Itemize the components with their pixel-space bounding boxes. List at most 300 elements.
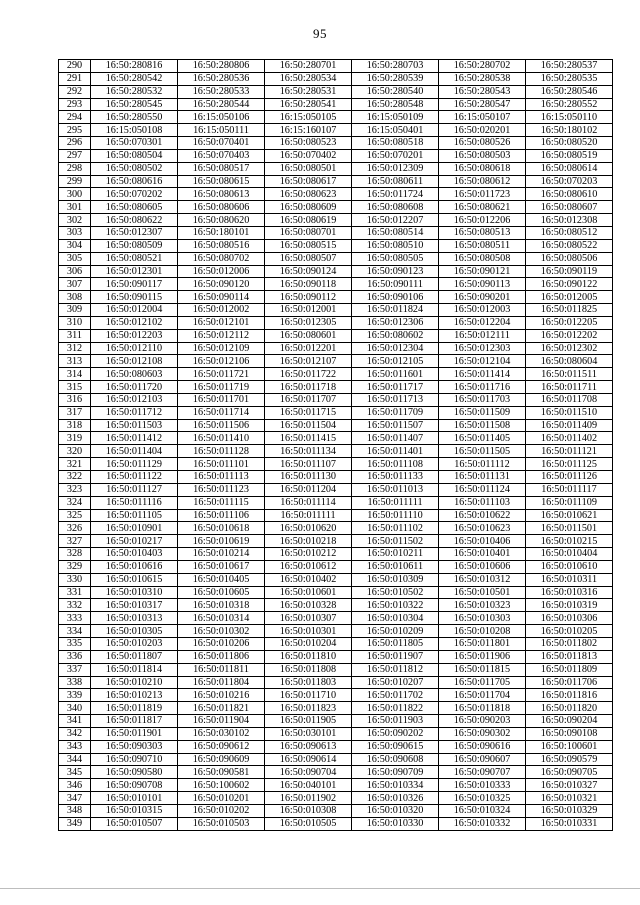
cadastral-number-cell: 16:50:070402 (265, 149, 352, 162)
cadastral-number-cell: 16:50:080601 (265, 329, 352, 342)
cadastral-number-cell: 16:50:080622 (91, 214, 178, 227)
table-row (59, 214, 613, 227)
cadastral-number-cell: 16:50:280535 (526, 72, 613, 85)
table-row (59, 85, 613, 98)
cadastral-number-cell: 16:50:011814 (91, 663, 178, 676)
cadastral-number-cell: 16:50:010201 (178, 792, 265, 805)
row-number-cell: 314 (59, 368, 91, 381)
table-row (59, 766, 613, 779)
cadastral-number-cell: 16:50:090117 (91, 278, 178, 291)
cadastral-number-cell: 16:50:090124 (265, 265, 352, 278)
cadastral-number-cell: 16:50:010405 (178, 573, 265, 586)
cadastral-number-cell: 16:50:080505 (352, 252, 439, 265)
cadastral-number-cell: 16:50:080620 (178, 214, 265, 227)
cadastral-number-cell: 16:50:011103 (439, 496, 526, 509)
row-number-cell: 295 (59, 124, 91, 137)
cadastral-number-cell: 16:50:080611 (352, 175, 439, 188)
cadastral-number-cell: 16:50:180102 (526, 124, 613, 137)
cadastral-number-cell: 16:50:011501 (526, 522, 613, 535)
cadastral-number-cell: 16:50:010623 (439, 522, 526, 535)
cadastral-number-cell: 16:50:010321 (526, 792, 613, 805)
cadastral-number-cell: 16:50:180101 (178, 226, 265, 239)
row-number-cell: 337 (59, 663, 91, 676)
table-row (59, 278, 613, 291)
cadastral-number-cell: 16:50:011504 (265, 419, 352, 432)
row-number-cell: 292 (59, 85, 91, 98)
table-row (59, 124, 613, 137)
row-number-cell: 297 (59, 149, 91, 162)
cadastral-number-cell: 16:50:010318 (178, 599, 265, 612)
cadastral-number-cell: 16:50:070203 (526, 175, 613, 188)
cadastral-number-cell: 16:50:080502 (91, 162, 178, 175)
cadastral-number-cell: 16:50:010332 (439, 817, 526, 830)
row-number-cell: 296 (59, 137, 91, 150)
cadastral-number-cell: 16:50:012307 (91, 226, 178, 239)
cadastral-number-cell: 16:50:280703 (352, 60, 439, 73)
cadastral-number-cell: 16:50:012006 (178, 265, 265, 278)
cadastral-number-cell: 16:50:080602 (352, 329, 439, 342)
cadastral-number-cell: 16:50:010319 (526, 599, 613, 612)
cadastral-number-cell: 16:50:280702 (439, 60, 526, 73)
cadastral-number-cell: 16:50:012106 (178, 355, 265, 368)
cadastral-number-cell: 16:50:010505 (265, 817, 352, 830)
cadastral-number-cell: 16:50:011703 (439, 393, 526, 406)
table-row (59, 548, 613, 561)
cadastral-number-cell: 16:50:011802 (526, 637, 613, 650)
cadastral-number-cell: 16:50:011111 (352, 496, 439, 509)
cadastral-number-cell: 16:50:012305 (265, 316, 352, 329)
row-number-cell: 331 (59, 586, 91, 599)
cadastral-number-cell: 16:50:010307 (265, 612, 352, 625)
cadastral-number-cell: 16:50:090204 (526, 715, 613, 728)
cadastral-number-cell: 16:50:011903 (352, 715, 439, 728)
table-row (59, 740, 613, 753)
cadastral-number-cell: 16:50:010406 (439, 535, 526, 548)
cadastral-number-cell: 16:50:080702 (178, 252, 265, 265)
cadastral-number-cell: 16:50:011127 (91, 483, 178, 496)
cadastral-number-cell: 16:50:010214 (178, 548, 265, 561)
cadastral-number-cell: 16:50:010402 (265, 573, 352, 586)
cadastral-number-cell: 16:50:011811 (178, 663, 265, 676)
cadastral-number-cell: 16:50:010317 (91, 599, 178, 612)
table-row (59, 201, 613, 214)
cadastral-number-cell: 16:50:280542 (91, 72, 178, 85)
row-number-cell: 298 (59, 162, 91, 175)
cadastral-number-cell: 16:50:012207 (352, 214, 439, 227)
row-number-cell: 301 (59, 201, 91, 214)
cadastral-number-cell: 16:50:070403 (178, 149, 265, 162)
table-row (59, 792, 613, 805)
cadastral-number-cell: 16:50:011721 (178, 368, 265, 381)
row-number-cell: 348 (59, 804, 91, 817)
cadastral-number-cell: 16:50:010203 (91, 637, 178, 650)
table-row (59, 355, 613, 368)
table-row (59, 381, 613, 394)
cadastral-number-cell: 16:50:080615 (178, 175, 265, 188)
row-number-cell: 349 (59, 817, 91, 830)
row-number-cell: 311 (59, 329, 91, 342)
cadastral-number-cell: 16:50:011805 (352, 637, 439, 650)
cadastral-number-cell: 16:50:010101 (91, 792, 178, 805)
table-row (59, 727, 613, 740)
cadastral-number-cell: 16:50:280536 (178, 72, 265, 85)
table-body (59, 60, 613, 831)
cadastral-number-cell: 16:50:280543 (439, 85, 526, 98)
cadastral-number-cell: 16:50:010617 (178, 560, 265, 573)
cadastral-number-cell: 16:50:011906 (439, 650, 526, 663)
cadastral-number-cell: 16:50:010309 (352, 573, 439, 586)
row-number-cell: 302 (59, 214, 91, 227)
cadastral-number-cell: 16:50:011706 (526, 676, 613, 689)
cadastral-number-cell: 16:50:011129 (91, 458, 178, 471)
row-number-cell: 318 (59, 419, 91, 432)
table-row (59, 393, 613, 406)
cadastral-number-cell: 16:50:010404 (526, 548, 613, 561)
cadastral-number-cell: 16:50:090106 (352, 291, 439, 304)
table-row (59, 252, 613, 265)
cadastral-number-cell: 16:50:080621 (439, 201, 526, 214)
row-number-cell: 293 (59, 98, 91, 111)
cadastral-number-cell: 16:50:011102 (352, 522, 439, 535)
cadastral-number-cell: 16:50:080610 (526, 188, 613, 201)
table-row (59, 689, 613, 702)
table-row (59, 239, 613, 252)
table-row (59, 715, 613, 728)
cadastral-number-cell: 16:50:011813 (526, 650, 613, 663)
row-number-cell: 335 (59, 637, 91, 650)
cadastral-number-cell: 16:50:012001 (265, 304, 352, 317)
cadastral-number-cell: 16:50:010503 (178, 817, 265, 830)
cadastral-number-cell: 16:50:011508 (439, 419, 526, 432)
table-row (59, 573, 613, 586)
cadastral-number-cell: 16:50:080510 (352, 239, 439, 252)
cadastral-number-cell: 16:50:011409 (526, 419, 613, 432)
row-number-cell: 332 (59, 599, 91, 612)
row-number-cell: 345 (59, 766, 91, 779)
cadastral-number-cell: 16:50:012103 (91, 393, 178, 406)
cadastral-number-cell: 16:50:011124 (439, 483, 526, 496)
cadastral-number-cell: 16:50:011716 (439, 381, 526, 394)
cadastral-number-cell: 16:50:090616 (439, 740, 526, 753)
cadastral-number-cell: 16:50:011815 (439, 663, 526, 676)
row-number-cell: 346 (59, 779, 91, 792)
cadastral-number-cell: 16:50:280531 (265, 85, 352, 98)
cadastral-number-cell: 16:50:080605 (91, 201, 178, 214)
cadastral-number-cell: 16:50:010306 (526, 612, 613, 625)
cadastral-number-cell: 16:50:010325 (439, 792, 526, 805)
table-row (59, 509, 613, 522)
cadastral-number-cell: 16:50:011506 (178, 419, 265, 432)
cadastral-number-cell: 16:50:080520 (526, 137, 613, 150)
cadastral-number-cell: 16:50:080619 (265, 214, 352, 227)
cadastral-number-cell: 16:50:010312 (439, 573, 526, 586)
cadastral-number-cell: 16:50:090108 (526, 727, 613, 740)
cadastral-number-cell: 16:50:011808 (265, 663, 352, 676)
table-row (59, 419, 613, 432)
cadastral-number-cell: 16:50:010622 (439, 509, 526, 522)
cadastral-number-cell: 16:50:012202 (526, 329, 613, 342)
cadastral-number-cell: 16:50:280541 (265, 98, 352, 111)
cadastral-number-cell: 16:50:010334 (352, 779, 439, 792)
cadastral-number-cell: 16:50:080609 (265, 201, 352, 214)
cadastral-number-cell: 16:50:011401 (352, 445, 439, 458)
cadastral-number-cell: 16:50:011807 (91, 650, 178, 663)
cadastral-number-cell: 16:50:011105 (91, 509, 178, 522)
cadastral-number-cell: 16:50:080512 (526, 226, 613, 239)
cadastral-number-cell: 16:50:010322 (352, 599, 439, 612)
cadastral-number-cell: 16:50:090113 (439, 278, 526, 291)
cadastral-number-cell: 16:50:280537 (526, 60, 613, 73)
cadastral-number-cell: 16:15:050109 (352, 111, 439, 124)
table-row (59, 98, 613, 111)
row-number-cell: 347 (59, 792, 91, 805)
row-number-cell: 333 (59, 612, 91, 625)
cadastral-number-cell: 16:50:090705 (526, 766, 613, 779)
cadastral-number-cell: 16:50:011817 (91, 715, 178, 728)
cadastral-number-cell: 16:50:010502 (352, 586, 439, 599)
cadastral-number-cell: 16:50:090579 (526, 753, 613, 766)
cadastral-number-cell: 16:50:090615 (352, 740, 439, 753)
cadastral-number-cell: 16:50:011107 (265, 458, 352, 471)
cadastral-number-cell: 16:50:080514 (352, 226, 439, 239)
cadastral-number-cell: 16:50:080618 (439, 162, 526, 175)
cadastral-number-cell: 16:50:011108 (352, 458, 439, 471)
cadastral-number-cell: 16:50:010615 (91, 573, 178, 586)
table-row (59, 137, 613, 150)
cadastral-number-cell: 16:50:070301 (91, 137, 178, 150)
cadastral-number-cell: 16:50:011722 (265, 368, 352, 381)
cadastral-number-cell: 16:50:090201 (439, 291, 526, 304)
table-row (59, 471, 613, 484)
cadastral-number-cell: 16:50:010333 (439, 779, 526, 792)
cadastral-number-cell: 16:50:012304 (352, 342, 439, 355)
row-number-cell: 323 (59, 483, 91, 496)
cadastral-number-cell: 16:50:090613 (265, 740, 352, 753)
cadastral-number-cell: 16:50:010612 (265, 560, 352, 573)
cadastral-number-cell: 16:50:010218 (265, 535, 352, 548)
table-row (59, 329, 613, 342)
cadastral-number-cell: 16:50:080701 (265, 226, 352, 239)
cadastral-number-cell: 16:50:090115 (91, 291, 178, 304)
cadastral-number-cell: 16:50:011125 (526, 458, 613, 471)
cadastral-number-cell: 16:50:280552 (526, 98, 613, 111)
cadastral-number-cell: 16:50:010217 (91, 535, 178, 548)
table-row (59, 522, 613, 535)
cadastral-number-cell: 16:50:070401 (178, 137, 265, 150)
table-row (59, 676, 613, 689)
cadastral-number-cell: 16:50:010324 (439, 804, 526, 817)
cadastral-number-cell: 16:50:011709 (352, 406, 439, 419)
cadastral-number-cell: 16:50:012111 (439, 329, 526, 342)
table-row (59, 817, 613, 830)
cadastral-number-cell: 16:50:010326 (352, 792, 439, 805)
table-row (59, 496, 613, 509)
cadastral-number-cell: 16:50:012112 (178, 329, 265, 342)
cadastral-number-cell: 16:50:090119 (526, 265, 613, 278)
row-number-cell: 334 (59, 625, 91, 638)
cadastral-number-cell: 16:50:010210 (91, 676, 178, 689)
cadastral-number-cell: 16:50:011503 (91, 419, 178, 432)
row-number-cell: 336 (59, 650, 91, 663)
cadastral-number-cell: 16:50:011704 (439, 689, 526, 702)
cadastral-number-cell: 16:50:010616 (91, 560, 178, 573)
row-number-cell: 305 (59, 252, 91, 265)
cadastral-number-cell: 16:50:011822 (352, 702, 439, 715)
cadastral-number-cell: 16:50:012309 (352, 162, 439, 175)
cadastral-number-cell: 16:50:011013 (352, 483, 439, 496)
cadastral-number-cell: 16:50:010606 (439, 560, 526, 573)
cadastral-number-cell: 16:50:011718 (265, 381, 352, 394)
table-row (59, 432, 613, 445)
cadastral-number-cell: 16:50:010605 (178, 586, 265, 599)
cadastral-number-cell: 16:50:011133 (352, 471, 439, 484)
row-number-cell: 338 (59, 676, 91, 689)
row-number-cell: 294 (59, 111, 91, 124)
cadastral-number-cell: 16:50:080603 (91, 368, 178, 381)
cadastral-number-cell: 16:50:010205 (526, 625, 613, 638)
cadastral-number-cell: 16:50:090120 (178, 278, 265, 291)
cadastral-number-cell: 16:50:090581 (178, 766, 265, 779)
cadastral-number-cell: 16:50:011710 (265, 689, 352, 702)
row-number-cell: 304 (59, 239, 91, 252)
cadastral-number-cell: 16:50:012110 (91, 342, 178, 355)
table-row (59, 342, 613, 355)
cadastral-number-cell: 16:50:011824 (352, 304, 439, 317)
row-number-cell: 320 (59, 445, 91, 458)
cadastral-number-cell: 16:50:080503 (439, 149, 526, 162)
row-number-cell: 307 (59, 278, 91, 291)
cadastral-number-cell: 16:50:010901 (91, 522, 178, 535)
cadastral-number-cell: 16:50:011117 (526, 483, 613, 496)
cadastral-number-cell: 16:50:280550 (91, 111, 178, 124)
cadastral-number-cell: 16:50:011905 (265, 715, 352, 728)
cadastral-number-cell: 16:50:010619 (178, 535, 265, 548)
table-row (59, 663, 613, 676)
table-row (59, 175, 613, 188)
cadastral-number-cell: 16:50:012206 (439, 214, 526, 227)
cadastral-number-cell: 16:50:080614 (526, 162, 613, 175)
cadastral-number-cell: 16:50:011131 (439, 471, 526, 484)
cadastral-number-cell: 16:50:011812 (352, 663, 439, 676)
cadastral-number-cell: 16:50:280532 (91, 85, 178, 98)
row-number-cell: 330 (59, 573, 91, 586)
cadastral-number-cell: 16:50:090709 (352, 766, 439, 779)
cadastral-number-cell: 16:50:011719 (178, 381, 265, 394)
cadastral-number-cell: 16:50:080608 (352, 201, 439, 214)
row-number-cell: 321 (59, 458, 91, 471)
cadastral-number-cell: 16:50:011511 (526, 368, 613, 381)
table-row (59, 804, 613, 817)
cadastral-number-cell: 16:50:011705 (439, 676, 526, 689)
cadastral-number-cell: 16:50:012108 (91, 355, 178, 368)
table-row (59, 60, 613, 73)
cadastral-number-cell: 16:50:011825 (526, 304, 613, 317)
cadastral-number-cell: 16:50:010212 (265, 548, 352, 561)
cadastral-number-cell: 16:50:012302 (526, 342, 613, 355)
cadastral-number-cell: 16:15:050111 (178, 124, 265, 137)
table-row (59, 702, 613, 715)
cadastral-number-cell: 16:50:011415 (265, 432, 352, 445)
cadastral-number-cell: 16:50:011113 (178, 471, 265, 484)
cadastral-number-cell: 16:50:010501 (439, 586, 526, 599)
cadastral-number-cell: 16:15:160107 (265, 124, 352, 137)
table-row (59, 111, 613, 124)
cadastral-number-cell: 16:50:011123 (178, 483, 265, 496)
cadastral-number-cell: 16:50:280546 (526, 85, 613, 98)
cadastral-number-cell: 16:50:011509 (439, 406, 526, 419)
cadastral-number-cell: 16:50:010313 (91, 612, 178, 625)
cadastral-number-cell: 16:50:012201 (265, 342, 352, 355)
table-row (59, 483, 613, 496)
cadastral-number-cell: 16:50:080606 (178, 201, 265, 214)
cadastral-number-cell: 16:50:090607 (439, 753, 526, 766)
cadastral-number-cell: 16:50:011507 (352, 419, 439, 432)
row-number-cell: 291 (59, 72, 91, 85)
cadastral-number-cell: 16:50:010301 (265, 625, 352, 638)
cadastral-number-cell: 16:50:012303 (439, 342, 526, 355)
cadastral-number-cell: 16:50:011109 (526, 496, 613, 509)
cadastral-number-cell: 16:50:090708 (91, 779, 178, 792)
cadastral-number-cell: 16:50:011111 (265, 509, 352, 522)
table-row (59, 599, 613, 612)
row-number-cell: 339 (59, 689, 91, 702)
cadastral-number-cell: 16:50:010304 (352, 612, 439, 625)
cadastral-number-cell: 16:50:012308 (526, 214, 613, 227)
row-number-cell: 343 (59, 740, 91, 753)
cadastral-number-cell: 16:50:011804 (178, 676, 265, 689)
cadastral-number-cell: 16:50:010314 (178, 612, 265, 625)
cadastral-number-cell: 16:50:090609 (178, 753, 265, 766)
cadastral-number-cell: 16:50:090612 (178, 740, 265, 753)
row-number-cell: 312 (59, 342, 91, 355)
cadastral-number-cell: 16:50:080509 (91, 239, 178, 252)
table-row (59, 650, 613, 663)
table-row (59, 304, 613, 317)
cadastral-number-cell: 16:50:280539 (352, 72, 439, 85)
cadastral-number-cell: 16:50:280534 (265, 72, 352, 85)
cadastral-number-cell: 16:50:090710 (91, 753, 178, 766)
row-number-cell: 317 (59, 406, 91, 419)
cadastral-number-cell: 16:50:040101 (265, 779, 352, 792)
cadastral-number-cell: 16:50:010620 (265, 522, 352, 535)
table-row (59, 625, 613, 638)
cadastral-number-cell: 16:50:080511 (439, 239, 526, 252)
cadastral-number-cell: 16:50:010209 (352, 625, 439, 638)
row-number-cell: 326 (59, 522, 91, 535)
cadastral-number-cell: 16:50:012101 (178, 316, 265, 329)
cadastral-number-cell: 16:50:011502 (352, 535, 439, 548)
cadastral-number-cell: 16:50:080521 (91, 252, 178, 265)
cadastral-number-cell: 16:50:010611 (352, 560, 439, 573)
cadastral-number-cell: 16:50:011134 (265, 445, 352, 458)
cadastral-number-cell: 16:50:012306 (352, 316, 439, 329)
cadastral-number-cell: 16:15:050110 (526, 111, 613, 124)
cadastral-number-cell: 16:15:050106 (178, 111, 265, 124)
cadastral-number-cell: 16:50:090121 (439, 265, 526, 278)
cadastral-number-cell: 16:50:090302 (439, 727, 526, 740)
cadastral-number-cell: 16:50:011806 (178, 650, 265, 663)
cadastral-number-cell: 16:50:011701 (178, 393, 265, 406)
cadastral-number-cell: 16:50:011901 (91, 727, 178, 740)
cadastral-number-cell: 16:50:080526 (439, 137, 526, 150)
row-number-cell: 344 (59, 753, 91, 766)
cadastral-number-cell: 16:50:010320 (352, 804, 439, 817)
cadastral-number-cell: 16:50:070202 (91, 188, 178, 201)
cadastral-number-cell: 16:50:011204 (265, 483, 352, 496)
cadastral-number-cell: 16:50:011907 (352, 650, 439, 663)
cadastral-number-cell: 16:50:080506 (526, 252, 613, 265)
cadastral-number-cell: 16:50:010308 (265, 804, 352, 817)
